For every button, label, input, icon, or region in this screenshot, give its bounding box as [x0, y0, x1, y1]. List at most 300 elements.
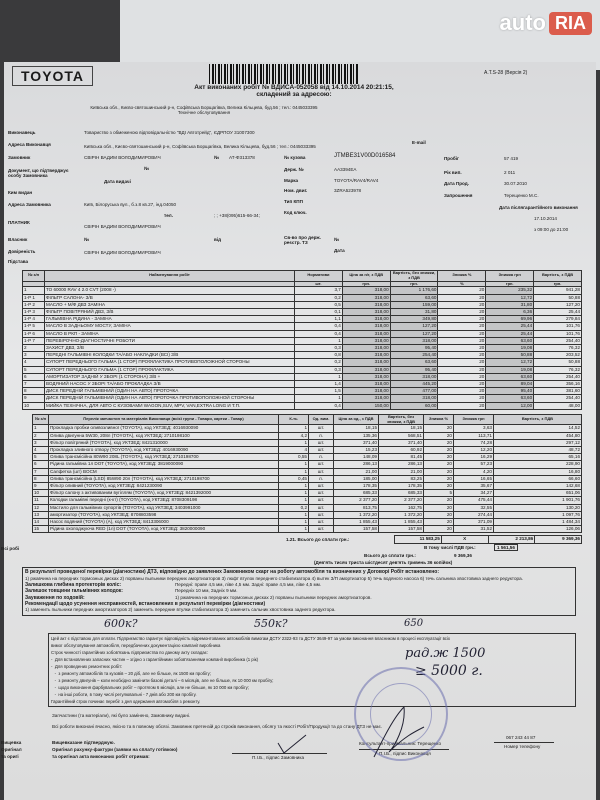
cell-disc: 25,44 [486, 330, 534, 337]
cell-price: 318,00 [342, 388, 390, 395]
col-norm: Нормативи [295, 271, 343, 282]
cell-disc-pct: 20 [438, 330, 486, 337]
cell-num: 1-Р 6 [23, 330, 45, 337]
unit-cell: грн. [342, 281, 390, 287]
cell-norm: 1 [295, 395, 343, 402]
parts-col: Знижка грн [454, 414, 494, 425]
works-table [22, 270, 582, 410]
master-label: Запрошення [444, 193, 473, 198]
warranty-line: - Для встановлених запасних частин – згідно з гарантійними зобов'язаннями компанії виробника (1 рік) [51, 656, 259, 662]
pads-label: Залишок товщини гальмівних колодок: [25, 588, 123, 595]
autoria-watermark [500, 10, 592, 36]
cell-total: 454,80 [494, 432, 582, 439]
cell-total: 66,60 [494, 475, 582, 482]
parts-col: К-ть [279, 414, 309, 425]
cell-sum: 162,75 [379, 504, 424, 511]
customer: СВІРІН ВАДИМ ВОЛОДИМИРОВИЧ [84, 155, 161, 160]
service-title: Технічне обслуговування [177, 110, 231, 115]
parts-col: Знижка % [424, 414, 454, 425]
payer-label: ПЛАТНИК [8, 220, 30, 225]
cell-name: ДИСК ПЕРЕДНІЙ ГАЛЬМІВНИЙ (ОДИН НА АВТО) ПРОТОЧКА [45, 388, 295, 395]
grand-label: Всього до сплати грн.: [364, 553, 416, 559]
cell-price: 318,00 [342, 330, 390, 337]
totals-total: 9 369,36 [535, 536, 582, 543]
cell-total: 48,72 [494, 447, 582, 454]
cell-total: 142,68 [494, 483, 582, 490]
pads: Передніх 10 мм, Задніх 9 мм. [175, 588, 238, 594]
cell-num: 10 [33, 490, 49, 497]
cell-num: 4 [33, 447, 49, 454]
cell-norm: 0,8 [295, 352, 343, 359]
cell-unit: шт. [309, 497, 334, 504]
totals-sum: 11 583,25 [395, 536, 442, 543]
cell-name: МАСЛО В ЗАДНЬОМУ МОСТУ, ЗАМІНА [45, 323, 295, 330]
cell-name: Олива двигунна 5W30, 208л (TOYOTA), код УКТЗЕД: 2710198100 [49, 432, 279, 439]
cell-num: 5 [23, 366, 45, 373]
table-row [33, 511, 582, 518]
cell-unit: шт. [309, 519, 334, 526]
cell-disc: 12,72 [486, 294, 534, 301]
cell-disc: 371,09 [454, 519, 494, 526]
cell-total: 254,40 [534, 373, 582, 380]
col-name: Найменування робіт [45, 271, 295, 282]
cell-disc-pct: 20 [438, 294, 486, 301]
watermark-auto: auto [499, 10, 546, 35]
cell-disc: 31,52 [454, 526, 494, 533]
cell-num: 2 [23, 345, 45, 352]
cell-num: 7 [33, 468, 49, 475]
cell-price: 178,35 [334, 483, 379, 490]
tread: Передні: праве 4,5 мм, ліве 4,5 мм. Задні: праве 4,5 мм, ліве 4,5 мм. [175, 582, 322, 588]
cell-name: Олива трансмісійна (LSD) 85W90 20л (TOYOTA), код УКТЗЕД: 2710198700 [49, 475, 279, 482]
cell-disc: 63,60 [486, 337, 534, 344]
table-row [33, 439, 582, 446]
cell-qty: 1 [279, 490, 309, 497]
warranty-line: вимог обслуговування автомобіля, передбачених документацією компанії виробника [51, 642, 221, 648]
recommendations: 1) заменить пыльники передних амортизаторов 2) заменить передние втулки стабилизатора 3) заменить сальник хвостовика заднего редуктора. [25, 607, 336, 613]
title-line-2: складений за адресою: [256, 91, 332, 98]
col-disc: Знижка грн [486, 271, 534, 282]
cell-disc: 95,40 [486, 388, 534, 395]
document-label: Документ, що підтверджує особу Замовника [8, 168, 69, 178]
cell-num: 11 [33, 497, 49, 504]
cell-total: 381,60 [534, 388, 582, 395]
customer-signature [276, 731, 316, 756]
cell-name: Фільтр оливний (TOYOTA), код УКТЗЕД: 8421230090 [49, 483, 279, 490]
make-label: Марка [284, 178, 299, 183]
cell-disc-pct: 20 [424, 483, 454, 490]
cell-price: 157,58 [334, 526, 379, 533]
cell-disc-pct: 20 [424, 461, 454, 468]
warranty-line: Строк чинності гарантійних зобов'язань підприємства по даному акту складає: [51, 649, 209, 655]
cell-unit: шт. [309, 483, 334, 490]
cell-num: 1-Р 3 [23, 309, 45, 316]
cell-num: 13 [33, 511, 49, 518]
table-row [23, 309, 582, 316]
payer: СВІРІН ВАДИМ ВОЛОДИМИРОВИЧ [84, 224, 161, 229]
cell-sum: 349,80 [390, 316, 438, 323]
cell-total: 941,28 [534, 287, 582, 294]
cell-price: 286,13 [334, 461, 379, 468]
title-line-1: Акт виконаних робіт № ВДИСА-052058 від 14.10.2014 20:21:15, [194, 84, 394, 91]
cell-disc: 57,23 [454, 461, 494, 468]
cell-qty: 4 [279, 447, 309, 454]
cell-disc-pct: 20 [438, 287, 486, 294]
reg-date-label: Дата [334, 248, 345, 253]
table-row [23, 294, 582, 301]
cell-price: 318,00 [342, 359, 390, 366]
underlying-text: Оригінал [1, 747, 22, 752]
cell-unit: шт. [309, 468, 334, 475]
totals-row [395, 536, 582, 543]
next-date: 17.10.2014 [534, 216, 557, 221]
warranty-line: - з ремонту двигунів – коли необхідно замінити базові деталі – 6 місяців, але не більше, як 10 000 км пробігу; [51, 677, 274, 683]
toyota-logo: TOYOTA [12, 66, 93, 86]
cell-disc: 19,08 [486, 345, 534, 352]
cell-norm: 1,5 [295, 388, 343, 395]
cell-qty: 1 [279, 519, 309, 526]
executor-sign-label: П.І.Б., підпис Виконавця [379, 750, 431, 756]
cell-price: 318,00 [342, 287, 390, 294]
cell-disc: 35,67 [454, 483, 494, 490]
cell-total: 1 097,76 [494, 511, 582, 518]
table-row [23, 345, 582, 352]
cell-name: ФІЛЬТР ПОВІТРЯНИЙ ДВЗ, З/В [45, 309, 295, 316]
underlying-text: та оригі [1, 754, 19, 759]
cell-price: 185,00 [334, 475, 379, 482]
cell-name: ФІЛЬТР САЛОНА- З/В [45, 294, 295, 301]
cell-qty: 1 [279, 425, 309, 432]
cell-qty: 1 [279, 461, 309, 468]
cell-norm: 1 [295, 373, 343, 380]
warranty-line: Гарантійний строк починає перебіг з дня одержання автомобіля з ремонту. [51, 698, 201, 704]
cell-disc-pct: 20 [424, 504, 454, 511]
phone-label: тел. [164, 213, 173, 218]
cell-qty: 1 [279, 497, 309, 504]
cell-total: 1 484,34 [494, 519, 582, 526]
cell-price: 318,00 [342, 294, 390, 301]
handwritten-note: 600к? [104, 616, 138, 630]
cell-sum: 2 377,20 [379, 497, 424, 504]
cell-num: 3 [23, 352, 45, 359]
cell-disc-pct: 20 [424, 439, 454, 446]
cell-price: 318,00 [342, 309, 390, 316]
cell-name: Насос водяний (TOYOTA) (A), код УКТЗЕД: 8413306000 [49, 519, 279, 526]
customer-label: Замовник [8, 155, 31, 160]
cell-price: 813,75 [334, 504, 379, 511]
warranty-line: Цей акт є підставою для оплати. Підприємство гарантує відповідність відремонтованих автомобілів вимогам ДСТУ 2322-93 та ДСТУ 3649-97 за умови виконання власником в процесі експлуатації всіх [51, 635, 451, 641]
amount-in-words: (Дев'ять тисяч триста шістдесят дев'ять гривень 36 копійок) [314, 560, 453, 566]
reg-no-label: № [334, 237, 340, 242]
cell-price: 318,00 [342, 352, 390, 359]
cell-name: Рідина гальмівна 1л DOT (TOYOTA), код УКТЗЕД: 3819000090 [49, 461, 279, 468]
cell-sum: 127,20 [390, 330, 438, 337]
cell-qty: 1 [279, 483, 309, 490]
cell-disc-pct: 20 [438, 337, 486, 344]
mileage: 57 419 [504, 156, 519, 161]
underlying-text: Всі робі [1, 546, 20, 551]
cell-total: 126,06 [494, 526, 582, 533]
cell-num: 8 [23, 388, 45, 395]
cell-disc: 19,08 [486, 366, 534, 373]
cell-total: 254,40 [534, 337, 582, 344]
totals-block [4, 533, 596, 567]
cell-qty: 0,2 [279, 504, 309, 511]
cell-sum: 318,00 [390, 373, 438, 380]
cell-total: 254,40 [534, 395, 582, 402]
cell-total: 16,80 [494, 468, 582, 475]
cell-unit: л. [309, 454, 334, 461]
warranty-line: - щодо виконання фарбувальних робіт – протягом 6 місяців, але не більше, як 10 000 км пробігу; [51, 684, 249, 690]
warranty-line: - на інші роботи, в тому числі регулювальні - 7 днів або 200 км пробігу. [51, 691, 197, 697]
table-row [33, 475, 582, 482]
cell-sum: 178,35 [379, 483, 424, 490]
cell-sum: 21,00 [379, 468, 424, 475]
cell-price: 318,00 [342, 345, 390, 352]
cell-disc-pct: 20 [424, 526, 454, 533]
cell-total: 356,16 [534, 381, 582, 388]
year-label: Рік вип. [444, 170, 462, 175]
table-row [33, 447, 582, 454]
cell-num: 1-Р 7 [23, 337, 45, 344]
table-row [33, 497, 582, 504]
handwritten-note: 550к? [254, 616, 288, 630]
totals-discount: 2 213,86 [488, 536, 535, 543]
cell-num: 1-Р 1 [23, 294, 45, 301]
cell-disc-pct: 20 [438, 352, 486, 359]
parts-col: Перелік запчастин та матеріалів Виконавця (всієї групи - Товари, картки - Товар) [49, 414, 279, 425]
cell-sum: 81,45 [379, 454, 424, 461]
totals-x: X [441, 536, 488, 543]
cell-unit: шт. [309, 439, 334, 446]
mileage-label: Пробіг [444, 156, 459, 161]
basis-label: Підстава [8, 259, 29, 264]
cell-disc-pct: 5 [424, 490, 454, 497]
table-row [33, 461, 582, 468]
cell-name: Мастило для гальмівних супортів (TOYOTA), код УКТЗЕД: 3403991000 [49, 504, 279, 511]
cell-sum: 445,20 [390, 381, 438, 388]
vat: 1 561,56 [494, 544, 518, 551]
cell-total: 651,06 [494, 490, 582, 497]
diagnostics-box [22, 567, 576, 615]
cell-sum: 1 372,20 [379, 511, 424, 518]
table-row [23, 381, 582, 388]
table-row [23, 323, 582, 330]
master: Терещенко М.С. [504, 193, 539, 198]
unit-cell: шт. [295, 281, 343, 287]
issue-date-label: Дата видачі [104, 179, 131, 184]
cell-disc: 31,80 [486, 301, 534, 308]
table-row [23, 301, 582, 308]
proxy-from-label: від [214, 237, 222, 242]
cell-disc: 25,44 [486, 323, 534, 330]
cell-disc: 63,60 [486, 373, 534, 380]
grand-total: 9 369,36 [454, 553, 472, 559]
cell-num: 1 [23, 287, 45, 294]
phone-number-label: Номер телефону [504, 743, 541, 749]
cell-total: 228,90 [494, 461, 582, 468]
parts-header-row [33, 414, 582, 425]
cell-disc-pct: 20 [424, 432, 454, 439]
cell-num: 10 [23, 402, 45, 409]
cell-disc: 12,72 [486, 359, 534, 366]
table-row [33, 490, 582, 497]
cell-norm: 0,4 [295, 323, 343, 330]
signature [364, 697, 434, 767]
cell-total: 203,52 [534, 352, 582, 359]
cell-sum: 95,40 [390, 366, 438, 373]
cell-name: Олива трансмісійна 80W90 208L (TOYOTA), код УКТЗЕД: 2710198700 [49, 454, 279, 461]
make: TOYOTA/RAV4/RAV4 [334, 178, 379, 183]
cell-sum: 95,40 [390, 345, 438, 352]
doc-no-label: № [144, 166, 150, 171]
cust-address-label: Адреса Замовника [8, 202, 51, 207]
cell-disc: 274,44 [454, 511, 494, 518]
table-row [23, 287, 582, 294]
cell-name: СУПОРТ ПЕРЕДНЬОГО ГАЛЬМА (1 СТОР) ПРОФІЛАКТИКА ПРОТИВОПОЛОЖНОЙ СТОРОНЫ [45, 359, 295, 366]
cell-disc-pct: 20 [438, 366, 486, 373]
cell-num: 8 [33, 475, 49, 482]
next-date-label: Дата післягарантійного виконання [499, 205, 578, 210]
cell-disc: 235,32 [486, 287, 534, 294]
cell-unit: шт. [309, 511, 334, 518]
cell-disc: 50,88 [486, 352, 534, 359]
totals-label: 1.21. Всього до сплати грн.: [286, 537, 350, 543]
cell-num: 1-Р 2 [23, 301, 45, 308]
cell-name: Фільтр салону з активованим вугіллям (TOYOTA), код УКТЗЕД: 8421392000 [49, 490, 279, 497]
cell-total: 127,20 [534, 301, 582, 308]
vat-label: В тому числі ПДВ грн.: [424, 545, 476, 551]
next-time: з 09:00 до 21:00 [534, 227, 569, 232]
cell-sum: 31,80 [390, 309, 438, 316]
cell-disc-pct: 20 [424, 497, 454, 504]
cell-name: МИЙКА ТЕХНІЧНА, ДЛЯ АВТО С КУЗОВАМИ WAGON,SUV, MPV, VAN,EXTRA LONG И Т.П. [45, 402, 295, 409]
cell-qty: 1 [279, 511, 309, 518]
cell-num: 1 [33, 425, 49, 432]
handwriting-row [4, 616, 596, 633]
cell-name: ДИСК ПЕРЕДНІЙ ГАЛЬМІВНИЙ (ОДИН НА АВТО) ПРОТОЧКА ПРОТИВОПОЛОЖНОЙ СТОРОНЫ [45, 395, 295, 402]
consultant: Консультант-приймальник: Терещенко [359, 740, 442, 746]
customer-sign-label: П.І.Б., підпис Замовника [252, 754, 305, 760]
cell-sum: 568,51 [379, 432, 424, 439]
cell-price: 685,33 [334, 490, 379, 497]
cell-total: 65,16 [494, 454, 582, 461]
cell-price: 371,40 [334, 439, 379, 446]
cell-disc-pct: 20 [438, 402, 486, 409]
table-row [23, 395, 582, 402]
cell-num: 9 [23, 395, 45, 402]
engine: 3ZRA523978 [334, 188, 362, 193]
col-sum: Вартість, без знижки, з ПДВ [390, 271, 438, 282]
cell-unit: шт. [309, 504, 334, 511]
cell-norm: 0,4 [295, 402, 343, 409]
cell-norm: 0,4 [295, 330, 343, 337]
cell-name: ПЕРЕДНІ ГАЛЬМІВНІ КОЛОДКИ ТА/АБО НАКЛАДКИ (ВСІ) З/В [45, 352, 295, 359]
cell-price: 21,00 [334, 468, 379, 475]
engine-label: Ном. двиг. [284, 188, 308, 193]
cell-disc-pct: 20 [424, 519, 454, 526]
cell-unit: шт. [309, 447, 334, 454]
cell-num: 3 [33, 439, 49, 446]
vin-label: № кузова [284, 155, 306, 160]
cell-num: 7 [23, 381, 45, 388]
cell-norm: 0,3 [295, 366, 343, 373]
cell-sum: 18,15 [379, 425, 424, 432]
cell-price: 2 377,20 [334, 497, 379, 504]
cell-num: 9 [33, 483, 49, 490]
cell-total: 1 901,76 [494, 497, 582, 504]
cell-disc-pct: 20 [424, 475, 454, 482]
col-total: Вартість, з ПДВ [534, 271, 582, 282]
cell-name: ПЕРЕВІРОЧНО-ДІАГНОСТИЧНІ РОБОТИ [45, 337, 295, 344]
cell-norm: 1,4 [295, 381, 343, 388]
diag-title: В результаті проведеної перевірки (діагностики) ДТЗ, відповідно до заявлених Замовником скарг на роботу автомобіля та визначених у Договорі Робіт встановлено: [25, 569, 439, 576]
sale-label: Дата Прод. [444, 181, 469, 186]
totals-table [394, 535, 582, 543]
executor: Товариство з обмеженою відповідальністю "ВДІ Автотрейд", ЄДРПОУ 31007300 [84, 130, 255, 135]
parts-col: № з/п [33, 414, 49, 425]
underlying-text: Вищевка [1, 740, 22, 745]
cell-name: амортизатор (TOYOTA), код УКТЗЕД: 8708803598 [49, 511, 279, 518]
cell-disc: 475,44 [454, 497, 494, 504]
table-row [33, 526, 582, 533]
cell-sum: 318,00 [390, 395, 438, 402]
cell-qty: 1 [279, 468, 309, 475]
cell-name: Колодки гальмівні передні (к-кт) (TOYOTA), код УКТЗЕД: 8708309198 [49, 497, 279, 504]
cell-total: 14,52 [494, 425, 582, 432]
cell-price: 318,00 [342, 337, 390, 344]
cell-norm: 0,2 [295, 294, 343, 301]
cell-total: 76,32 [534, 345, 582, 352]
warranty-line: - з ремонту автомобілів та кузовів – 20 діб, але не більше, як 1500 км пробігу; [51, 670, 211, 676]
cell-sum: 157,58 [379, 526, 424, 533]
table-row [33, 519, 582, 526]
table-row [23, 316, 582, 323]
cell-sum: 60,92 [379, 447, 424, 454]
cell-total: 101,76 [534, 323, 582, 330]
email-label: E-mail [412, 140, 426, 145]
table-row [33, 432, 582, 439]
cell-num: 12 [33, 504, 49, 511]
cell-name: ТО 60000 RAV 4 2.0 CVT (2008 -) [45, 287, 295, 294]
cell-name: СУПОРТ ПЕРЕДНЬОГО ГАЛЬМА (1 СТОР) ПРОФІЛАКТИКА [45, 366, 295, 373]
cell-disc-pct: 20 [438, 395, 486, 402]
cust-address: Київ, Білоруська вул., б.з.8 кв.27, інд.04050 [84, 202, 177, 207]
cell-sum: 371,40 [379, 439, 424, 446]
gearbox-label: Тип КПП [284, 199, 303, 204]
cell-disc: 74,28 [454, 439, 494, 446]
cell-qty: 0,55 [279, 454, 309, 461]
cell-qty: 1 [279, 526, 309, 533]
parts-col: Вартість, з ПДВ [494, 414, 582, 425]
cell-disc: 16,29 [454, 454, 494, 461]
diag-findings: 1) ржавчина на передних тормозных дисках 2) порваны пыльники передних амортизаторов 3) люфт втулок переднего стабилизатора 4) вытек З/П амортизатор 5) течь водяного насоса 6) течь сальника хвостовика заднего редуктора. [25, 575, 523, 581]
cell-disc: 3,63 [454, 425, 494, 432]
table-row [33, 454, 582, 461]
cell-sum: 286,13 [379, 461, 424, 468]
cell-disc: 34,27 [454, 490, 494, 497]
cell-total: 101,76 [534, 330, 582, 337]
cell-sum: 83,25 [379, 475, 424, 482]
cell-norm: 1,1 [295, 316, 343, 323]
warranty-line: - Для проведених ремонтних робіт: [51, 663, 123, 669]
works-header-row [23, 271, 582, 282]
cell-sum: 477,00 [390, 388, 438, 395]
cell-disc-pct: 20 [438, 359, 486, 366]
warranty-box [48, 633, 576, 707]
cell-sum: 63,60 [390, 359, 438, 366]
cell-disc: 16,65 [454, 475, 494, 482]
